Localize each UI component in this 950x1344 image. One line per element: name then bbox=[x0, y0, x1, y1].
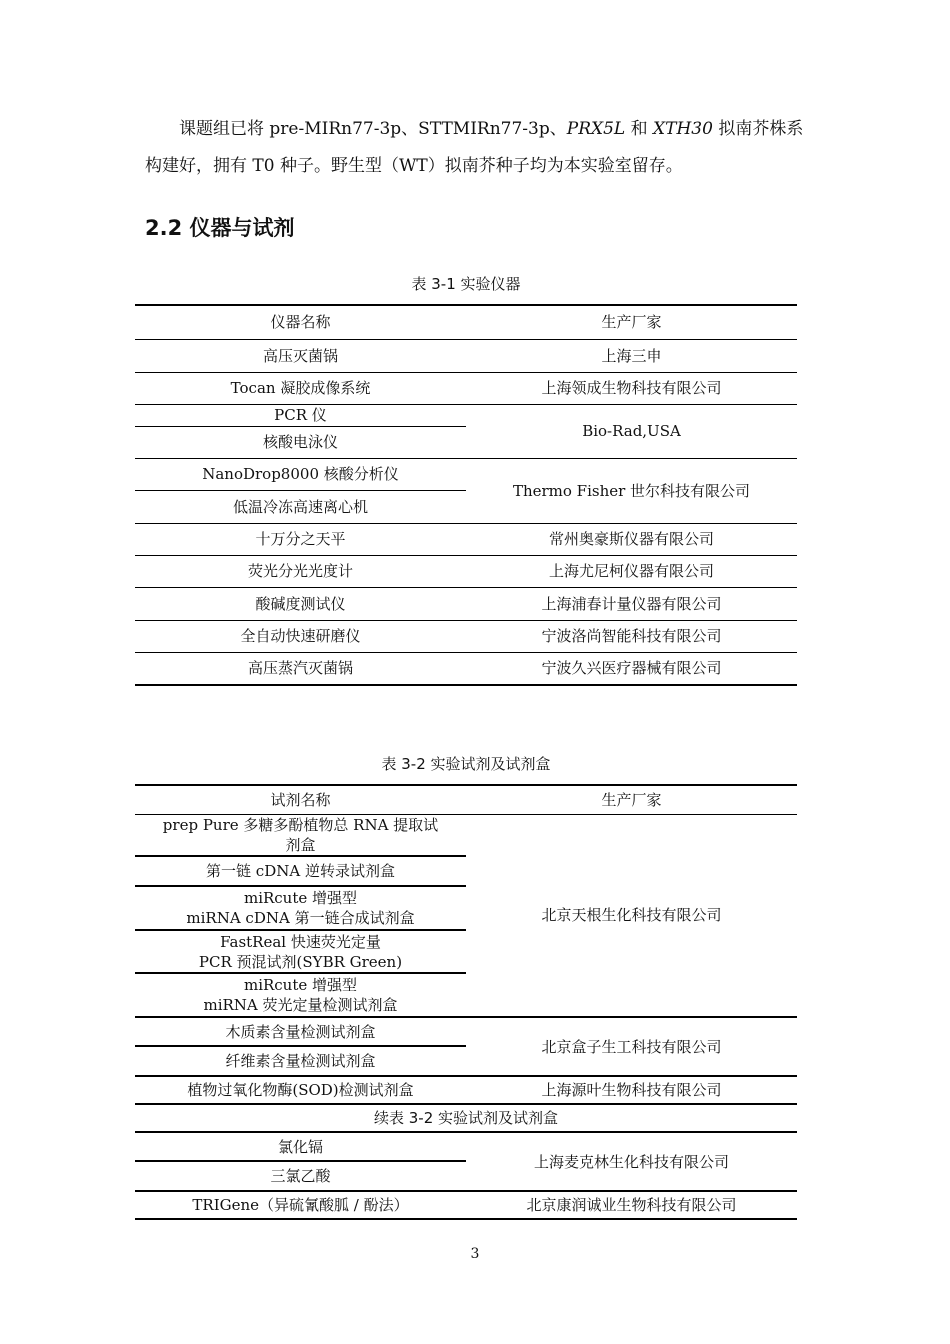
instrument-table bbox=[135, 304, 797, 686]
instrument-name: 低温冷冻高速离心机 bbox=[135, 490, 466, 523]
table-row bbox=[135, 1017, 797, 1046]
table2-caption: 表 3-2 实验试剂及试剂盒 bbox=[381, 755, 551, 773]
reagent-name: FastReal 快速荧光定量 PCR 预混试剂(SYBR Green) bbox=[135, 930, 466, 973]
gene-prx5l: PRX5L bbox=[566, 119, 626, 139]
table-row bbox=[135, 555, 797, 587]
instrument-name: Tocan 凝胶成像系统 bbox=[135, 372, 466, 404]
section-title: 2.2 仪器与试剂 bbox=[145, 216, 295, 240]
table-row bbox=[135, 372, 797, 404]
table-row bbox=[135, 1132, 797, 1161]
intro-paragraph: 课题组已将 pre-MIRn77-3p、STTMIRn77-3p、PRX5L 和 XTH30 拟南芥株系构建好，拥有 T0 种子。野生型（WT）拟南芥种子均为本实验室留存。 bbox=[145, 119, 804, 176]
reagent-name: 三氯乙酸 bbox=[135, 1161, 466, 1191]
manufacturer: 宁波久兴医疗器械有限公司 bbox=[466, 652, 797, 685]
table-row bbox=[135, 1076, 797, 1104]
instrument-name: 酸碱度测试仪 bbox=[135, 587, 466, 620]
manufacturer: 上海三申 bbox=[466, 339, 797, 372]
gene-xth30: XTH30 bbox=[653, 119, 713, 139]
instrument-name: PCR 仪 bbox=[135, 404, 466, 426]
table-row bbox=[135, 814, 797, 856]
continued-caption-row bbox=[135, 1104, 797, 1132]
instrument-name: 全自动快速研磨仪 bbox=[135, 620, 466, 652]
table-row bbox=[135, 1191, 797, 1219]
manufacturer: 北京康润诚业生物科技有限公司 bbox=[466, 1191, 797, 1219]
instrument-name: 高压蒸汽灭菌锅 bbox=[135, 652, 466, 685]
manufacturer: Bio-Rad,USA bbox=[466, 404, 797, 458]
reagent-name: 植物过氧化物酶(SOD)检测试剂盒 bbox=[187, 1081, 414, 1099]
manufacturer: 宁波洛尚智能科技有限公司 bbox=[466, 620, 797, 652]
instrument-name: 高压灭菌锅 bbox=[135, 339, 466, 372]
manufacturer: 上海源叶生物科技有限公司 bbox=[541, 1081, 722, 1099]
manufacturer: 上海浦春计量仪器有限公司 bbox=[466, 587, 797, 620]
table-header-row bbox=[135, 305, 797, 339]
instrument-name: 荧光分光光度计 bbox=[135, 555, 466, 587]
reagent-name: 第一链 cDNA 逆转录试剂盒 bbox=[135, 856, 466, 886]
reagent-name: TRIGene（异硫氰酸胍 / 酚法） bbox=[135, 1191, 466, 1219]
reagent-name: miRcute 增强型 miRNA cDNA 第一链合成试剂盒 bbox=[135, 886, 466, 930]
table-row bbox=[135, 652, 797, 685]
manufacturer: 常州奥豪斯仪器有限公司 bbox=[466, 523, 797, 555]
reagent-name: 氯化镉 bbox=[135, 1132, 466, 1161]
manufacturer: 北京盒子生工科技有限公司 bbox=[466, 1017, 797, 1076]
reagent-name: 纤维素含量检测试剂盒 bbox=[135, 1046, 466, 1076]
reagent-name: miRcute 增强型 miRNA 荧光定量检测试剂盒 bbox=[135, 973, 466, 1017]
manufacturer: 上海尤尼柯仪器有限公司 bbox=[466, 555, 797, 587]
table-row bbox=[135, 523, 797, 555]
reagent-name: 木质素含量检测试剂盒 bbox=[135, 1017, 466, 1046]
manufacturer: Thermo Fisher 世尔科技有限公司 bbox=[466, 458, 797, 523]
reagent-table bbox=[135, 784, 797, 1220]
table-row bbox=[135, 339, 797, 372]
instrument-name: NanoDrop8000 核酸分析仪 bbox=[135, 458, 466, 490]
instrument-name: 核酸电泳仪 bbox=[135, 426, 466, 458]
table-row bbox=[135, 620, 797, 652]
header-manufacturer: 生产厂家 bbox=[466, 305, 797, 339]
continued-caption: 续表 3-2 实验试剂及试剂盒 bbox=[135, 1104, 797, 1132]
table-row bbox=[135, 458, 797, 490]
page-number: 3 bbox=[470, 1246, 480, 1262]
reagent-name: prep Pure 多糖多酚植物总 RNA 提取试 剂盒 bbox=[135, 814, 466, 856]
table-header-row bbox=[135, 785, 797, 814]
header-manufacturer: 生产厂家 bbox=[466, 785, 797, 814]
header-instrument-name: 仪器名称 bbox=[135, 305, 466, 339]
instrument-name: 十万分之天平 bbox=[135, 523, 466, 555]
manufacturer: 北京天根生化科技有限公司 bbox=[466, 814, 797, 1017]
table1-caption: 表 3-1 实验仪器 bbox=[411, 275, 521, 293]
header-reagent-name: 试剂名称 bbox=[135, 785, 466, 814]
table-row bbox=[135, 404, 797, 426]
manufacturer: 上海领成生物科技有限公司 bbox=[466, 372, 797, 404]
manufacturer: 上海麦克林生化科技有限公司 bbox=[466, 1132, 797, 1191]
table-row bbox=[135, 587, 797, 620]
